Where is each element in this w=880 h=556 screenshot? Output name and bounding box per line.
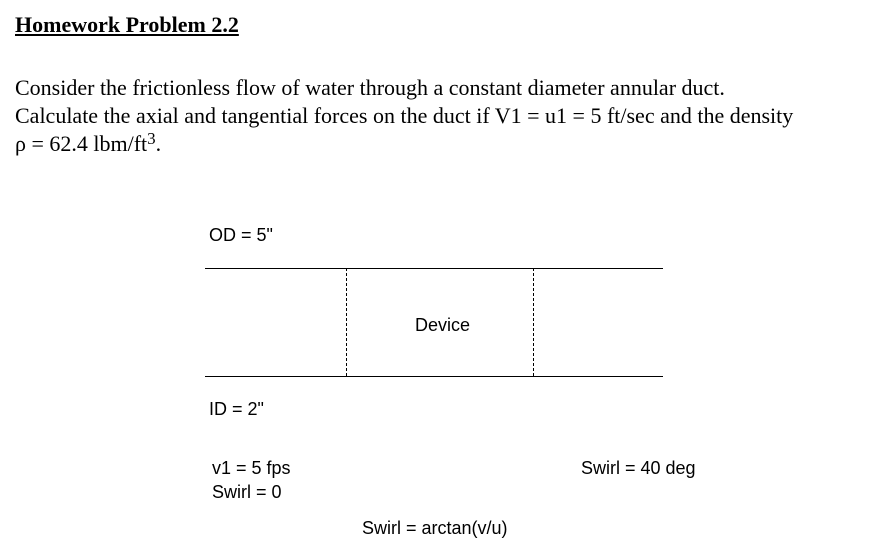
statement-period: . [155, 131, 162, 156]
density-value: ρ = 62.4 lbm/ft [15, 131, 148, 156]
inner-diameter-label: ID = 2" [209, 399, 264, 419]
inlet-swirl-label: Swirl = 0 [212, 482, 282, 502]
outer-diameter-label: OD = 5" [209, 225, 273, 245]
problem-title: Homework Problem 2.2 [15, 12, 239, 37]
statement-line-3 [15, 130, 793, 158]
duct-outer-wall [205, 268, 663, 269]
inlet-velocity-label: v1 = 5 fps [212, 458, 291, 478]
density-exponent: 3 [147, 129, 156, 148]
swirl-formula-label: Swirl = arctan(v/u) [362, 518, 508, 538]
duct-inner-wall [205, 376, 663, 377]
device-outlet-boundary [533, 268, 534, 376]
outlet-swirl-label: Swirl = 40 deg [581, 458, 696, 478]
device-inlet-boundary [346, 268, 347, 376]
device-label: Device [415, 315, 471, 335]
problem-statement [15, 74, 793, 158]
statement-line-2: Calculate the axial and tangential forces on the duct if V1 = u1 = 5 ft/sec and the density [15, 103, 794, 128]
statement-line-1: Consider the frictionless flow of water through a constant diameter annular duct. [15, 75, 725, 100]
